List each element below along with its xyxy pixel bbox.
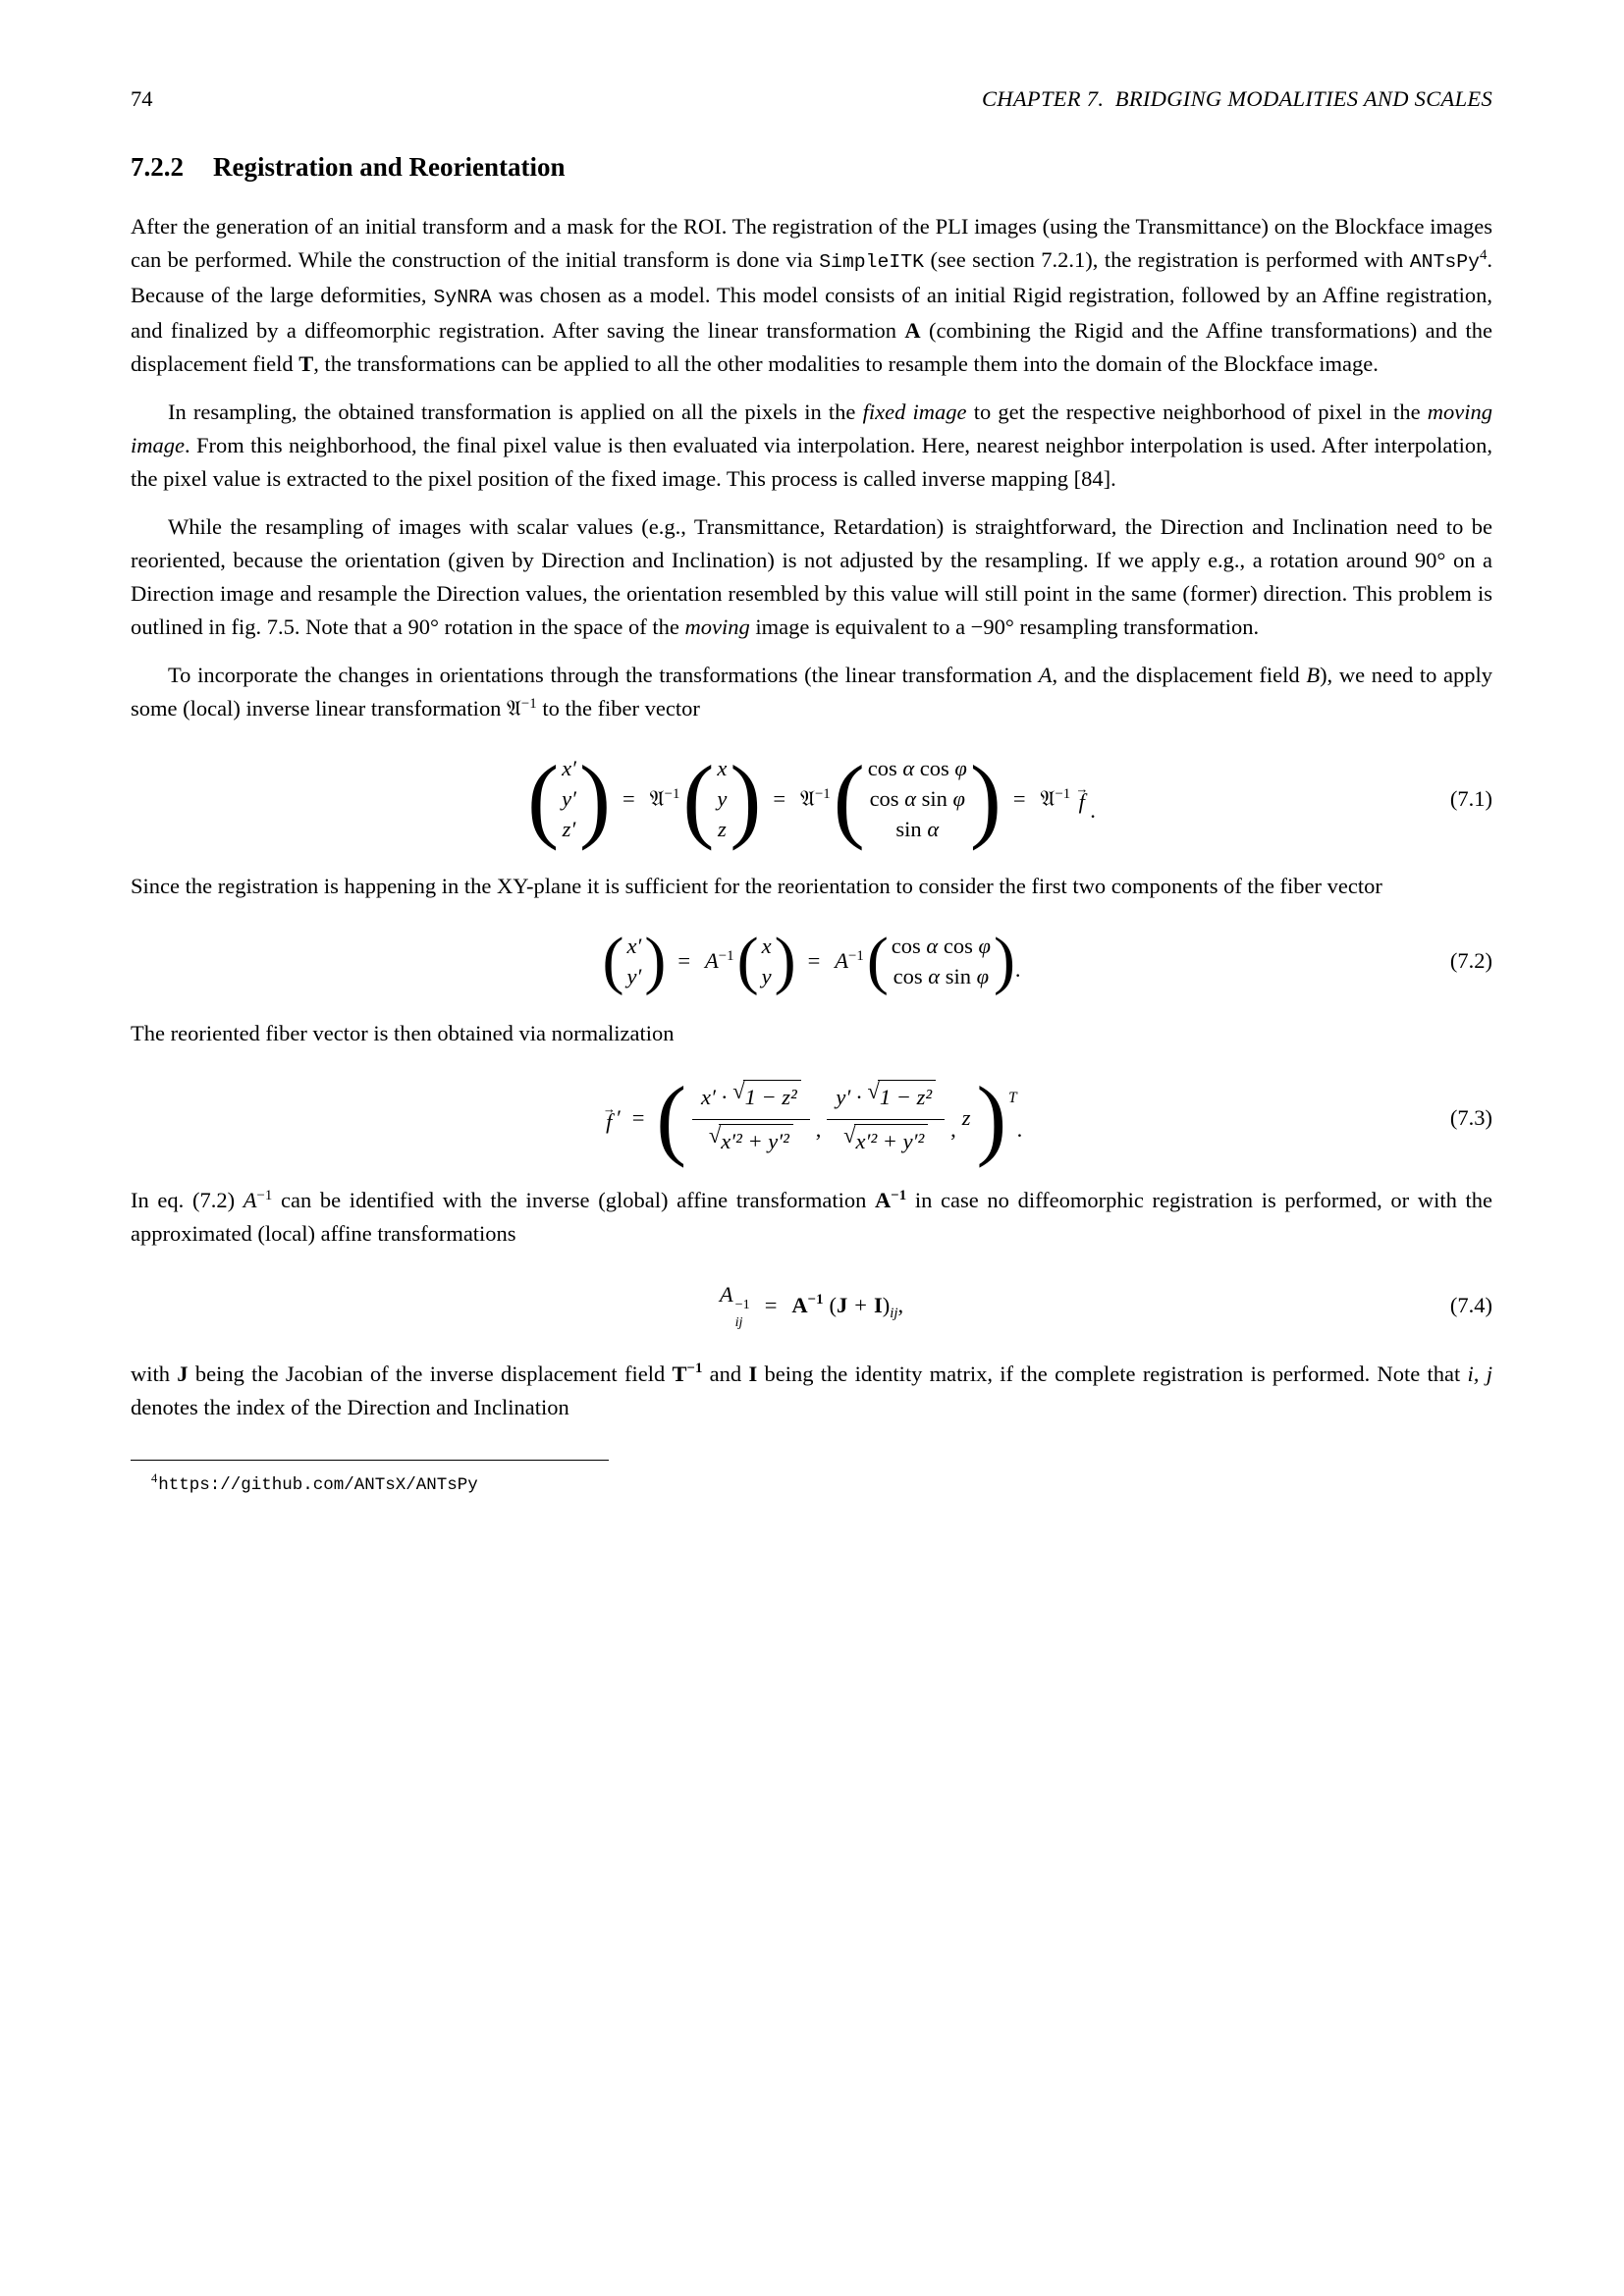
vector-entry: y′ (562, 786, 576, 812)
text-segment: While the resampling of images with scalar values (e.g., Transmittance, Retardation) is straightforward, the Direction and Inclination need to be reoriented, because the orientation (given by Direction and Inclination) is not adjusted by the resampling. If we apply e.g., a rotation around 90° on a Direction image and resample the Direction values, the orientation resembled by this value will still point in the same (former) direction. This problem is outlined in fig. 7.5. Note that a 90° rotation in the space of the (131, 514, 1492, 640)
text-segment: SyNRA (433, 287, 492, 309)
radicand: 1 − z² (878, 1080, 936, 1114)
numerator-term: y′ · (836, 1085, 862, 1110)
text-segment: B (1306, 663, 1321, 688)
text-segment: moving image (131, 400, 1492, 458)
fraktur-A-inverse (1041, 782, 1071, 816)
text-segment: cos (867, 756, 903, 781)
period: . (1014, 957, 1021, 983)
vector-entries (623, 931, 644, 991)
equation-7-1-number: (7.1) (1449, 785, 1492, 811)
text-segment: i, j (1467, 1361, 1492, 1386)
equation-7-2-number: (7.2) (1449, 948, 1492, 974)
vector-entry: x′ (626, 934, 642, 959)
radicand: x′² + y′² (719, 1124, 793, 1158)
paragraph-6 (131, 1017, 1492, 1050)
text-segment: with (131, 1361, 178, 1386)
vector-arrow-icon: → (1075, 781, 1089, 797)
text-segment: The reoriented fiber vector is then obtained via normalization (131, 1021, 675, 1046)
radicand: x′² + y′² (854, 1124, 929, 1158)
vector-symbol: f (1078, 789, 1085, 815)
square-root (709, 1124, 793, 1158)
text-segment: α (902, 756, 915, 781)
inverse-exponent: −1 (814, 785, 831, 802)
section-number: 7.2.2 (131, 152, 184, 182)
fraktur-A: 𝔄 (800, 785, 815, 812)
inverse-exponent: −1 (734, 1296, 750, 1312)
vector-entries (559, 753, 579, 844)
equals-sign: = (622, 785, 635, 811)
text-segment: T (298, 351, 314, 377)
text-segment: , and the displacement field (1052, 663, 1307, 688)
column-vector-primed: ( x′ y′ ) (602, 925, 667, 997)
vector-entry (892, 931, 991, 961)
footnote-area (131, 1460, 1492, 1497)
denominator (843, 1120, 928, 1158)
equals-sign: = (807, 948, 821, 974)
fraktur-A-inverse (800, 782, 831, 816)
square-root (843, 1124, 928, 1158)
identity-I: I (873, 1292, 883, 1317)
text-segment: cos (893, 964, 929, 989)
text-segment: denotes the index of the Direction and Inclination (131, 1394, 569, 1419)
text-segment: A (243, 1188, 257, 1213)
text-segment: sin (916, 786, 953, 812)
text-segment: −1 (686, 1361, 703, 1377)
text-segment: being the Jacobian of the inverse displacement field (188, 1361, 673, 1386)
footnote-marker: 4 (151, 1470, 158, 1485)
vector-entry: x (761, 934, 772, 959)
vector-entry: z′ (562, 817, 576, 842)
numerator (827, 1078, 945, 1120)
vector-entry: x (717, 756, 728, 781)
text-segment: ANTsPy (1409, 251, 1480, 274)
equals-sign: = (764, 1292, 778, 1317)
inverse-exponent: −1 (848, 948, 864, 965)
text-segment: After the generation of an initial transform and a mask for the ROI. The registration of the PLI images (using the Transmittance) on the Blockface images can be performed. While the construction of the initial transform is done via (131, 214, 1492, 273)
square-root (732, 1080, 801, 1114)
column-vector-primed: ( x′ y′ z′ ) (527, 745, 611, 851)
text-segment: was chosen as a model. This model consists of an initial Rigid registration, followed by an Affine registration, and finalized by a diffeomorphic registration. After saving the linear transformation (131, 283, 1492, 344)
chapter-running-title: CHAPTER 7. BRIDGING MODALITIES AND SCALES (982, 86, 1492, 111)
section-heading (131, 151, 1492, 183)
text-segment: T (672, 1361, 687, 1386)
ij-subscript: ij (890, 1305, 898, 1321)
text-segment: α (904, 786, 916, 812)
text-segment: to the fiber vector (536, 696, 700, 721)
column-vector-xy: ( x y ) (736, 925, 796, 997)
bold-A-inverse (791, 1289, 823, 1322)
radicand: 1 − z² (743, 1080, 801, 1114)
text-segment: (combining the Rigid and the Affine transformations) and the displacement field (131, 318, 1492, 377)
radical-icon: √ (732, 1079, 745, 1104)
inverse-exponent: −1 (807, 1292, 824, 1308)
text-segment: To incorporate the changes in orientations through the transformations (the linear transformation (168, 663, 1039, 688)
vector-entry (893, 961, 989, 991)
vector-entries (889, 931, 994, 991)
text-segment: −1 (256, 1188, 273, 1204)
radical-icon: √ (843, 1123, 856, 1148)
vector-entries (759, 931, 775, 991)
text-segment: cos (914, 756, 955, 781)
equation-7-3-body: → f ′ = ( x′ · √ 1 − z² √ x′² + y′² , y′ · √ 1 − z² √ x′² + y′² , z ) T . (602, 1068, 1023, 1169)
text-segment: α (928, 964, 941, 989)
equals-sign: = (1012, 785, 1026, 811)
jacobian-J: J (837, 1292, 848, 1317)
paragraph-3 (131, 510, 1492, 644)
text-segment: A (875, 1188, 892, 1213)
comma: , (815, 1117, 822, 1143)
text-segment: In resampling, the obtained transformation is applied on all the pixels in the (168, 400, 863, 425)
equals-sign: = (773, 785, 786, 811)
inverse-exponent: −1 (718, 948, 734, 965)
cal-A-inverse (705, 944, 734, 978)
right-paren: ) (882, 1292, 891, 1317)
fiber-vector-f (602, 1100, 616, 1134)
equation-7-4-number: (7.4) (1449, 1292, 1492, 1317)
numerator (692, 1078, 810, 1120)
vector-entry: y (761, 964, 772, 989)
text-segment: I (748, 1361, 758, 1386)
fraction-y (827, 1078, 945, 1158)
fiber-vector-f (1075, 781, 1089, 815)
comma: , (897, 1292, 904, 1317)
ij-subscript: ij (734, 1314, 743, 1331)
column-vector-trig: ( cos α cos φ cos α sin φ sin α ) (833, 745, 1001, 851)
equation-7-3 (131, 1068, 1492, 1169)
square-root (868, 1080, 937, 1114)
text-segment: cos (891, 934, 927, 959)
cal-A-inverse (835, 944, 864, 978)
inverse-exponent: −1 (664, 785, 680, 802)
text-segment: φ (952, 786, 965, 812)
cal-A: A (835, 948, 849, 974)
text-segment: ), we need to apply some (local) inverse linear transformation (131, 663, 1492, 721)
text-segment: −1 (520, 696, 537, 713)
transpose-exponent: T (1008, 1090, 1017, 1107)
equation-7-1 (131, 745, 1492, 851)
column-vector-trig: ( cos α cos φ cos α sin φ ) (866, 925, 1015, 997)
cal-A: A (719, 1282, 733, 1308)
page-header (131, 82, 1492, 116)
equals-sign: = (677, 948, 691, 974)
equation-7-4-body (131, 1278, 1492, 1331)
text-segment: image is equivalent to a −90° resampling transformation. (749, 614, 1260, 640)
text-segment: φ (978, 934, 991, 959)
text-segment: α (927, 817, 940, 842)
left-paren: ( (829, 1292, 838, 1317)
equals-sign: = (631, 1105, 645, 1131)
period: . (1090, 797, 1096, 823)
vector-entry: x′ (562, 756, 576, 781)
text-segment: cos (938, 934, 979, 959)
radical-icon: √ (867, 1079, 880, 1104)
vector-arrow-icon: → (602, 1100, 616, 1116)
text-segment: Since the registration is happening in the XY-plane it is sufficient for the reorientation to consider the first two components of the fiber vector (131, 874, 1382, 899)
text-segment: −1 (891, 1188, 907, 1204)
fraction-x (692, 1078, 810, 1158)
equation-7-4 (131, 1278, 1492, 1331)
vector-entry: y (717, 786, 728, 812)
text-segment: . From this neighborhood, the final pixel value is then evaluated via interpolation. Here, nearest neighbor interpolation is used. After interpolation, the pixel value is extracted to the pixel position of the fixed image. This process is called inverse mapping [84]. (131, 433, 1492, 492)
text-segment: α (926, 934, 939, 959)
fraktur-A-inverse (650, 782, 680, 816)
text-segment: . Because of the large deformities, (131, 247, 1492, 308)
inverse-exponent: −1 (1055, 785, 1071, 802)
text-segment: φ (954, 756, 967, 781)
denominator (709, 1120, 793, 1158)
radical-icon: √ (708, 1123, 722, 1148)
numerator-term: x′ · (701, 1085, 728, 1110)
section-title: Registration and Reorientation (213, 152, 566, 182)
equation-7-3-number: (7.3) (1449, 1105, 1492, 1131)
cal-A-ij-inverse (720, 1278, 750, 1331)
footnote-url: https://github.com/ANTsX/ANTsPy (158, 1474, 478, 1495)
text-segment: , the transformations can be applied to all the other modalities to resample them into the domain of the Blockface image. (313, 351, 1379, 377)
text-segment: being the identity matrix, if the complete registration is performed. Note that (757, 1361, 1468, 1386)
prime-mark: ′ (615, 1105, 621, 1131)
paragraph-5 (131, 870, 1492, 903)
paragraph-4 (131, 659, 1492, 725)
text-segment: and (702, 1361, 749, 1386)
vector-entry (868, 753, 967, 783)
column-vector-xyz: ( x y z ) (682, 745, 762, 851)
text-segment: (see section 7.2.1), the registration is performed with (924, 247, 1410, 273)
vector-entry: z (717, 817, 727, 842)
comma: , (950, 1117, 956, 1143)
page-number: 74 (131, 86, 153, 111)
text-segment: to get the respective neighborhood of pixel in the (966, 400, 1428, 425)
z-component: z (961, 1105, 971, 1131)
text-segment: In eq. (7.2) (131, 1188, 244, 1213)
vector-entries (865, 753, 970, 844)
text-segment: 4 (1479, 247, 1488, 264)
period: . (1016, 1117, 1023, 1143)
vector-entry: y′ (626, 964, 642, 989)
paragraph-7 (131, 1184, 1492, 1251)
text-segment: sin (940, 964, 977, 989)
vector-entry (895, 814, 939, 844)
fraktur-A: 𝔄 (649, 785, 665, 812)
cal-A: A (705, 948, 719, 974)
text-segment: φ (976, 964, 990, 989)
footnote (131, 1471, 1492, 1497)
text-segment: A (904, 318, 921, 344)
footnote-rule (131, 1460, 609, 1461)
plus-sign: + (854, 1292, 867, 1317)
paragraph-2 (131, 396, 1492, 496)
sup-sub-stack (735, 1296, 750, 1332)
text-segment: sin (895, 817, 928, 842)
bold-A: A (791, 1292, 808, 1317)
text-segment: 𝔄 (506, 696, 521, 722)
text-segment: can be identified with the inverse (global) affine transformation (272, 1188, 875, 1213)
text-segment: moving (684, 614, 750, 640)
paragraph-1 (131, 210, 1492, 381)
equation-7-2-body (131, 925, 1492, 997)
text-segment: cos (869, 786, 905, 812)
text-segment: J (177, 1361, 189, 1386)
vector-symbol: f (606, 1108, 613, 1134)
vector-entry (870, 783, 965, 814)
fraktur-A: 𝔄 (1040, 785, 1056, 812)
equation-7-2 (131, 925, 1492, 997)
vector-entries (714, 753, 730, 844)
paragraph-8 (131, 1358, 1492, 1424)
text-segment: fixed image (862, 400, 967, 425)
equation-7-1-body (131, 745, 1492, 851)
jacobian-identity-term (830, 1289, 904, 1322)
text-segment: SimpleITK (819, 251, 925, 274)
text-segment: in case no diffeomorphic registration is performed, or with the approximated (local) affine transformations (131, 1188, 1492, 1247)
text-segment: A (1038, 663, 1053, 688)
